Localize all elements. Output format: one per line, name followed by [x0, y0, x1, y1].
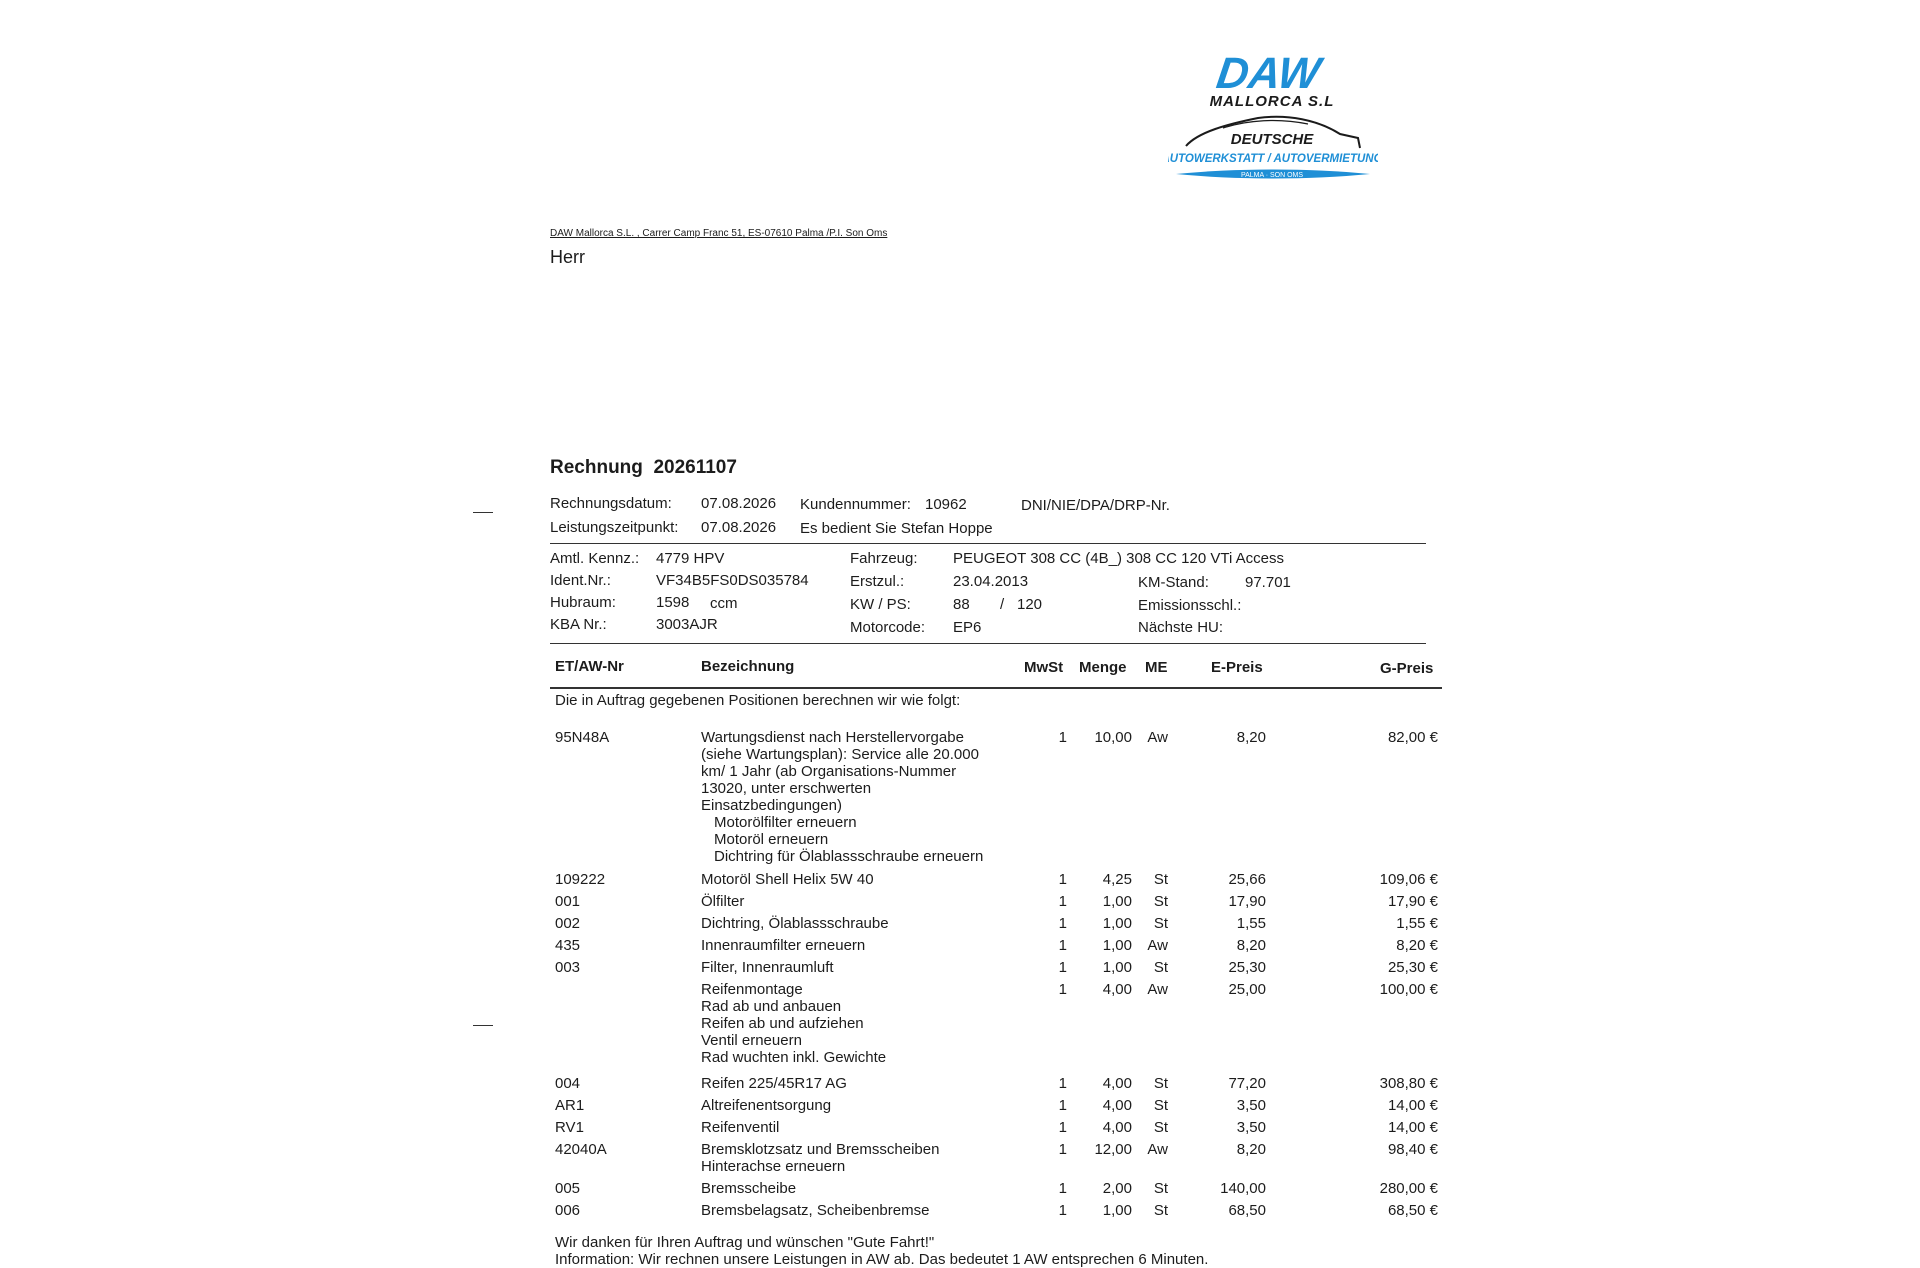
- col-header-ep: E-Preis: [1211, 659, 1263, 676]
- logo-line1: DEUTSCHE: [1230, 131, 1314, 148]
- description-subline: Motorölfilter erneuern: [714, 814, 857, 831]
- row-me: St: [1153, 1097, 1168, 1114]
- invoice-title-label: Rechnung: [550, 457, 643, 478]
- company-logo: [1168, 48, 1378, 188]
- row-gp: 25,30 €: [1387, 959, 1438, 976]
- row-bez: Reifenmontage: [701, 981, 803, 998]
- kba-number: 3003AJR: [656, 616, 718, 633]
- invoice-date-label: Rechnungsdatum:: [550, 495, 672, 512]
- row-menge: 1,00: [1102, 937, 1132, 954]
- row-gp: 100,00 €: [1379, 981, 1438, 998]
- table-intro: Die in Auftrag gegebenen Positionen berechnen wir wie folgt:: [555, 692, 961, 709]
- row-mwst: 1: [1058, 1202, 1067, 1219]
- logo-subtitle: MALLORCA S.L: [1209, 93, 1335, 110]
- row-menge: 1,00: [1102, 1202, 1132, 1219]
- next-hu-label: Nächste HU:: [1138, 619, 1224, 636]
- row-ep: 8,20: [1236, 729, 1266, 746]
- divider-vehicle: [550, 643, 1426, 644]
- row-mwst: 1: [1058, 1180, 1067, 1197]
- tire-sublines: [701, 998, 886, 1066]
- row-me: Aw: [1147, 729, 1168, 746]
- power-ps: 120: [1017, 596, 1043, 613]
- row-bez: Bremsklotzsatz und Bremsscheiben: [701, 1141, 940, 1158]
- salutation: Herr: [550, 247, 585, 267]
- row-bez: Reifen 225/45R17 AG: [701, 1075, 847, 1092]
- row-me: St: [1153, 1180, 1168, 1197]
- col-header-bez: Bezeichnung: [701, 658, 795, 675]
- row-mwst: 1: [1058, 1097, 1067, 1114]
- row-menge: 10,00: [1094, 729, 1132, 746]
- row-menge: 1,00: [1102, 893, 1132, 910]
- row-gp: 14,00 €: [1387, 1097, 1438, 1114]
- emission-label: Emissionsschl.:: [1138, 597, 1242, 614]
- col-header-menge: Menge: [1079, 659, 1127, 676]
- invoice-title: [550, 457, 737, 479]
- row-gp: 308,80 €: [1379, 1075, 1438, 1092]
- row-menge: 2,00: [1102, 1180, 1132, 1197]
- table-row: [0, 1075, 1920, 1097]
- id-number-label: DNI/NIE/DPA/DRP-Nr.: [1021, 497, 1170, 514]
- row-nr: 435: [555, 937, 581, 954]
- table-row: [0, 1119, 1920, 1141]
- row-bez: Innenraumfilter erneuern: [701, 937, 866, 954]
- table-row: [0, 871, 1920, 893]
- fold-mark-top: [473, 512, 493, 513]
- table-row: [0, 1180, 1920, 1202]
- row-mwst: 1: [1058, 871, 1067, 888]
- row-bez: Bremsscheibe: [701, 1180, 797, 1197]
- invoice-number: 20261107: [653, 457, 737, 478]
- row-ep: 77,20: [1228, 1075, 1266, 1092]
- row-mwst: 1: [1058, 937, 1067, 954]
- row-gp: 82,00 €: [1387, 729, 1438, 746]
- row-mwst: 1: [1058, 1075, 1067, 1092]
- description-subline: Ventil erneuern: [701, 1032, 802, 1049]
- row-menge: 1,00: [1102, 959, 1132, 976]
- row-bez: Filter, Innenraumluft: [701, 959, 834, 976]
- displacement-label: Hubraum:: [550, 594, 616, 611]
- logo-brand: DAW: [1213, 49, 1324, 98]
- row-gp: 1,55 €: [1396, 915, 1438, 932]
- row-mwst: 1: [1058, 729, 1067, 746]
- description-line: Einsatzbedingungen): [701, 797, 842, 814]
- row-me: Aw: [1147, 937, 1168, 954]
- power-label: KW / PS:: [850, 596, 911, 613]
- row-nr: 005: [555, 1180, 581, 1197]
- row-bez: Motoröl Shell Helix 5W 40: [701, 871, 874, 888]
- logo-line2: AUTOWERKSTATT / AUTOVERMIETUNG: [1168, 153, 1378, 165]
- row-mwst: 1: [1058, 1141, 1067, 1158]
- row-nr: 003: [555, 959, 581, 976]
- row-gp: 109,06 €: [1379, 871, 1438, 888]
- row-ep: 25,66: [1228, 871, 1266, 888]
- kba-label: KBA Nr.:: [550, 616, 607, 633]
- row-ep: 140,00: [1220, 1180, 1266, 1197]
- description-subline: Rad ab und anbauen: [701, 998, 842, 1015]
- row-nr: 001: [555, 893, 581, 910]
- row-nr: RV1: [555, 1119, 584, 1136]
- row-bez: Altreifenentsorgung: [701, 1097, 832, 1114]
- row-gp: 8,20 €: [1396, 937, 1438, 954]
- thanks-note: Wir danken für Ihren Auftrag und wünschen "Gute Fahrt!": [555, 1234, 935, 1251]
- row-me: St: [1153, 1075, 1168, 1092]
- row-me: St: [1153, 893, 1168, 910]
- row-gp: 14,00 €: [1387, 1119, 1438, 1136]
- mileage: 97.701: [1245, 574, 1291, 591]
- mileage-label: KM-Stand:: [1138, 574, 1209, 591]
- table-row: [0, 915, 1920, 937]
- row-menge: 12,00: [1094, 1141, 1132, 1158]
- row-mwst: 1: [1058, 893, 1067, 910]
- service-date: 07.08.2026: [701, 519, 777, 536]
- row-menge: 4,25: [1102, 871, 1132, 888]
- invoice-date: 07.08.2026: [701, 495, 777, 512]
- row-nr: 002: [555, 915, 581, 932]
- row-me: St: [1153, 959, 1168, 976]
- description-subline: Reifen ab und aufziehen: [701, 1015, 864, 1032]
- row-mwst: 1: [1058, 959, 1067, 976]
- row-gp: 98,40 €: [1387, 1141, 1438, 1158]
- row-bez: Dichtring, Ölablassschraube: [701, 915, 889, 932]
- row-me: St: [1153, 1119, 1168, 1136]
- row-gp: 280,00 €: [1379, 1180, 1438, 1197]
- customer-number-label: Kundennummer:: [800, 496, 911, 513]
- row-mwst: 1: [1058, 1119, 1067, 1136]
- description-line: (siehe Wartungsplan): Service alle 20.000: [701, 746, 979, 763]
- row-bez: Reifenventil: [701, 1119, 780, 1136]
- plate-label: Amtl. Kennz.:: [550, 550, 640, 567]
- row-nr: 109222: [555, 871, 606, 888]
- table-row: [0, 1097, 1920, 1119]
- description-line: km/ 1 Jahr (ab Organisations-Nummer: [701, 763, 957, 780]
- table-row: [0, 893, 1920, 915]
- row-ep: 25,30: [1228, 959, 1266, 976]
- power-slash: /: [1000, 596, 1005, 613]
- service-date-label: Leistungszeitpunkt:: [550, 519, 679, 536]
- row-menge: 4,00: [1102, 1119, 1132, 1136]
- table-row: [0, 937, 1920, 959]
- served-by: Es bedient Sie Stefan Hoppe: [800, 520, 993, 537]
- row-me: Aw: [1147, 981, 1168, 998]
- row-nr: 42040A: [555, 1141, 607, 1158]
- first-registration-label: Erstzul.:: [850, 573, 905, 590]
- row-nr: 006: [555, 1202, 581, 1219]
- row-ep: 17,90: [1228, 893, 1266, 910]
- logo-line3: PALMA · SON OMS: [1240, 172, 1304, 179]
- row-ep: 3,50: [1236, 1119, 1266, 1136]
- row-bez: Ölfilter: [701, 893, 745, 910]
- description-subline: Motoröl erneuern: [714, 831, 829, 848]
- description-subline: Dichtring für Ölablassschraube erneuern: [714, 848, 984, 865]
- row-me: St: [1153, 871, 1168, 888]
- displacement: 1598: [656, 594, 690, 611]
- plate-value: 4779 HPV: [656, 550, 725, 567]
- row-ep: 25,00: [1228, 981, 1266, 998]
- row-bez: Bremsbelagsatz, Scheibenbremse: [701, 1202, 930, 1219]
- table-row: [0, 1141, 1920, 1163]
- row-gp: 17,90 €: [1387, 893, 1438, 910]
- first-registration: 23.04.2013: [953, 573, 1029, 590]
- col-header-me: ME: [1145, 659, 1168, 676]
- row-me: Aw: [1147, 1141, 1168, 1158]
- description-subline: Hinterachse erneuern: [701, 1158, 846, 1175]
- row-menge: 4,00: [1102, 1075, 1132, 1092]
- engine-code: EP6: [953, 619, 982, 636]
- row-description: [701, 729, 983, 865]
- fold-mark-middle: [473, 1025, 493, 1026]
- row-me: St: [1153, 1202, 1168, 1219]
- ident-label: Ident.Nr.:: [550, 572, 611, 589]
- customer-number: 10962: [925, 496, 967, 513]
- vehicle-model: PEUGEOT 308 CC (4B_) 308 CC 120 VTi Access: [953, 550, 1284, 567]
- row-nr: AR1: [555, 1097, 585, 1114]
- ident-value: VF34B5FS0DS035784: [656, 572, 809, 589]
- row-gp: 68,50 €: [1387, 1202, 1438, 1219]
- table-row: [0, 959, 1920, 981]
- row-nr: 95N48A: [555, 729, 610, 746]
- description-line: Wartungsdienst nach Herstellervorgabe: [701, 729, 964, 746]
- divider-meta: [550, 543, 1426, 544]
- row-ep: 8,20: [1236, 937, 1266, 954]
- col-header-gp: G-Preis: [1380, 660, 1434, 677]
- table-row: [0, 1202, 1920, 1224]
- row-mwst: 1: [1058, 915, 1067, 932]
- col-header-mwst: MwSt: [1024, 659, 1064, 676]
- row-me: St: [1153, 915, 1168, 932]
- displacement-unit: ccm: [710, 595, 738, 612]
- row-menge: 4,00: [1102, 981, 1132, 998]
- description-line: 13020, unter erschwerten: [701, 780, 872, 797]
- row-nr: 004: [555, 1075, 581, 1092]
- row-ep: 1,55: [1236, 915, 1266, 932]
- vehicle-model-label: Fahrzeug:: [850, 550, 918, 567]
- table-header-divider: [550, 687, 1442, 689]
- table-row: [0, 981, 1920, 1003]
- row-mwst: 1: [1058, 981, 1067, 998]
- power-kw: 88: [953, 596, 970, 613]
- col-header-nr: ET/AW-Nr: [555, 658, 624, 675]
- engine-code-label: Motorcode:: [850, 619, 926, 636]
- description-subline: Rad wuchten inkl. Gewichte: [701, 1049, 887, 1066]
- info-note: Information: Wir rechnen unsere Leistungen in AW ab. Das bedeutet 1 AW entsprechen 6 Minuten.: [555, 1251, 1209, 1268]
- sender-address-line: DAW Mallorca S.L. , Carrer Camp Franc 51, ES-07610 Palma /P.I. Son Oms: [550, 228, 888, 239]
- row-menge: 1,00: [1102, 915, 1132, 932]
- row-ep: 8,20: [1236, 1141, 1266, 1158]
- row-ep: 68,50: [1228, 1202, 1266, 1219]
- row-menge: 4,00: [1102, 1097, 1132, 1114]
- row-ep: 3,50: [1236, 1097, 1266, 1114]
